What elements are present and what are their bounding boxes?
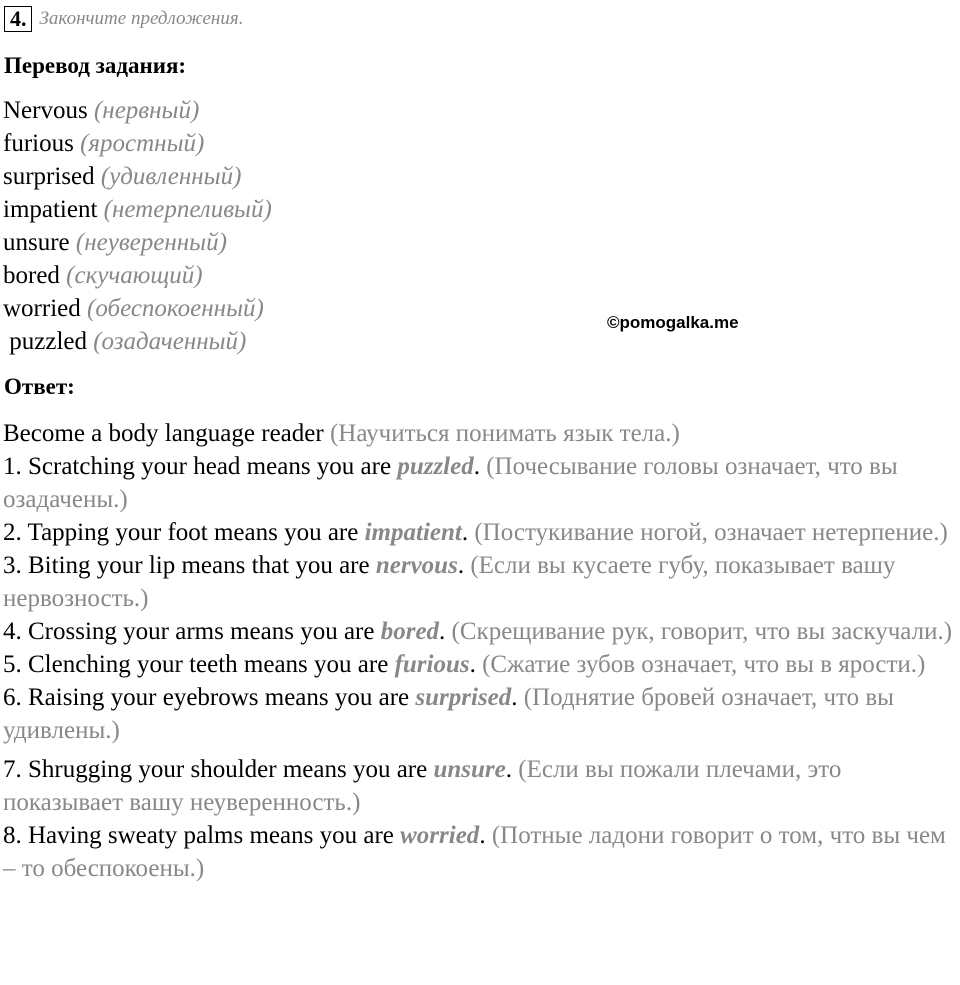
vocab-item [3,94,272,127]
answer-sentence: 4. Crossing your arms means you are [3,618,375,645]
answer-translation: (Скрещивание рук, говорит, что вы заскучали.) [451,618,953,645]
answer-sentence: 6. Raising your eyebrows means you are [3,684,410,711]
intro-text: Become a body language reader [3,420,324,447]
task-instruction: Закончите предложения. [39,8,244,29]
answer-period: . [479,822,486,849]
answer-keyword: worried [400,822,480,849]
answer-translation: (Потные ладони говорит о том, что вы чем – то обеспокоены.) [3,822,946,882]
task-number: 4. [4,6,32,32]
answer-translation: (Постукивание ногой, означает нетерпение.) [474,519,948,546]
vocab-translation: (яростный) [80,130,205,157]
vocab-word: puzzled [3,328,87,355]
answer-period: . [473,453,480,480]
answer-sentence: 1. Scratching your head means you are [3,453,392,480]
answer-translation: (Сжатие зубов означает, что вы в ярости.) [482,651,926,678]
answer-sentence: 2. Tapping your foot means you are [3,519,359,546]
vocab-translation: (скучающий) [66,262,203,289]
answer-period: . [457,552,465,579]
vocab-translation: (обеспокоенный) [87,295,264,322]
vocab-item [3,259,272,292]
answer-item [3,615,958,648]
answer-translation: (Почесывание головы означает, что вы озадачены.) [3,453,898,513]
vocab-translation: (нетерпеливый) [103,196,272,223]
vocab-word: worried [3,295,81,322]
intro-translation: (Научиться понимать язык тела.) [329,420,680,447]
answer-keyword: impatient [364,519,462,546]
answer-translation: (Если вы пожали плечами, это показывает вашу неуверенность.) [3,756,842,816]
answer-block [3,417,958,885]
answer-item [3,753,958,819]
answer-translation: (Если вы кусаете губу, показывает вашу нервозность.) [3,552,896,612]
vocab-list [3,94,272,358]
answer-period: . [469,651,476,678]
vocab-item [3,160,272,193]
vocab-word: surprised [3,163,95,190]
answer-period: . [511,684,518,711]
vocab-item [3,325,272,358]
answer-item [3,549,958,615]
vocab-word: impatient [3,196,98,223]
answer-period: . [439,618,446,645]
answer-keyword: bored [380,618,440,645]
answer-sentence: 8. Having sweaty palms means you are [3,822,394,849]
vocab-word: bored [3,262,60,289]
answer-keyword: nervous [375,552,458,579]
answer-sentence: 5. Clenching your teeth means you are [3,651,389,678]
answer-keyword: surprised [415,684,512,711]
answer-intro [3,417,958,450]
answer-keyword: puzzled [397,453,474,480]
answer-heading: Ответ: [4,374,75,399]
vocab-item [3,193,272,226]
answer-item [3,450,958,516]
watermark: ©pomogalka.me [607,313,739,332]
vocab-word: Nervous [3,97,88,124]
answer-translation: (Поднятие бровей означает, что вы удивлены.) [3,684,894,744]
vocab-item [3,127,272,160]
answer-period: . [461,519,469,546]
vocab-translation: (неуверенный) [75,229,227,256]
answer-keyword: furious [394,651,470,678]
translation-heading: Перевод задания: [4,53,187,78]
vocab-word: furious [3,130,74,157]
answer-period: . [505,756,512,783]
answer-keyword: unsure [433,756,506,783]
vocab-translation: (удивленный) [100,163,242,190]
task-header [4,4,243,34]
vocab-item [3,292,272,325]
vocab-translation: (озадаченный) [93,328,247,355]
answer-item [3,819,958,885]
answer-sentence: 7. Shrugging your shoulder means you are [3,756,428,783]
vocab-item [3,226,272,259]
answer-item [3,681,958,747]
answer-item [3,648,958,681]
vocab-translation: (нервный) [93,97,200,124]
answer-sentence: 3. Biting your lip means that you are [3,552,370,579]
vocab-word: unsure [3,229,70,256]
answer-item [3,516,958,549]
